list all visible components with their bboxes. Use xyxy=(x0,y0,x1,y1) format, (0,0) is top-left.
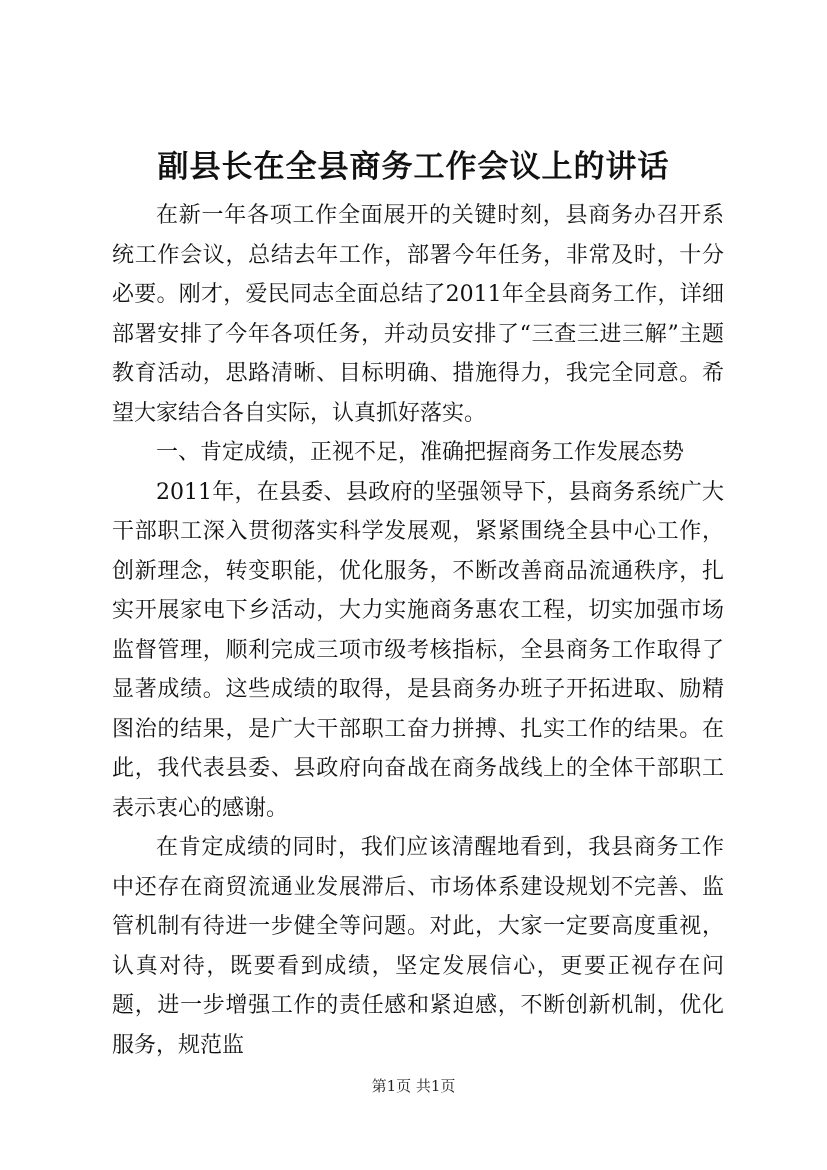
paragraph-achievements: 2011年，在县委、县政府的坚强领导下，县商务系统广大干部职工深入贯彻落实科学发展观，紧紧围绕全县中心工作，创新理念，转变职能，优化服务，不断改善商品流通秩序，扎实开展家电下乡活动，大力实施商务惠农工程，切实加强市场监督管理，顺利完成三项市级考核指标，全县商务工作取得了显著成绩。这些成绩的取得，是县商务办班子开拓进取、励精图治的结果，是广大干部职工奋力拼搏、扎实工作的结果。在此，我代表县委、县政府向奋战在商务战线上的全体干部职工表示衷心的感谢。 xyxy=(112,479,724,821)
section-heading-1: 一、肯定成绩，正视不足，准确把握商务工作发展态势 xyxy=(156,440,685,465)
document-title: 副县长在全县商务工作会议上的讲话 xyxy=(157,149,670,185)
page-footer: 第1页 共1页 xyxy=(371,1077,456,1095)
document-body xyxy=(112,196,724,1065)
paragraph-shortcomings: 在肯定成绩的同时，我们应该清醒地看到，我县商务工作中还存在商贸流通业发展滞后、市场体系建设规划不完善、监管机制有待进一步健全等问题。对此，大家一定要高度重视，认真对待，既要看到成绩，坚定发展信心，更要正视存在问题，进一步增强工作的责任感和紧迫感，不断创新机制，优化服务，规范监 xyxy=(112,835,724,1058)
paragraph-opening: 在新一年各项工作全面展开的关键时刻，县商务办召开系统工作会议，总结去年工作，部署今年任务，非常及时，十分必要。刚才，爱民同志全面总结了2011年全县商务工作，详细部署安排了今年各项任务，并动员安排了“三查三进三解”主题教育活动，思路清晰、目标明确、措施得力，我完全同意。希望大家结合各自实际，认真抓好落实。 xyxy=(112,203,724,426)
